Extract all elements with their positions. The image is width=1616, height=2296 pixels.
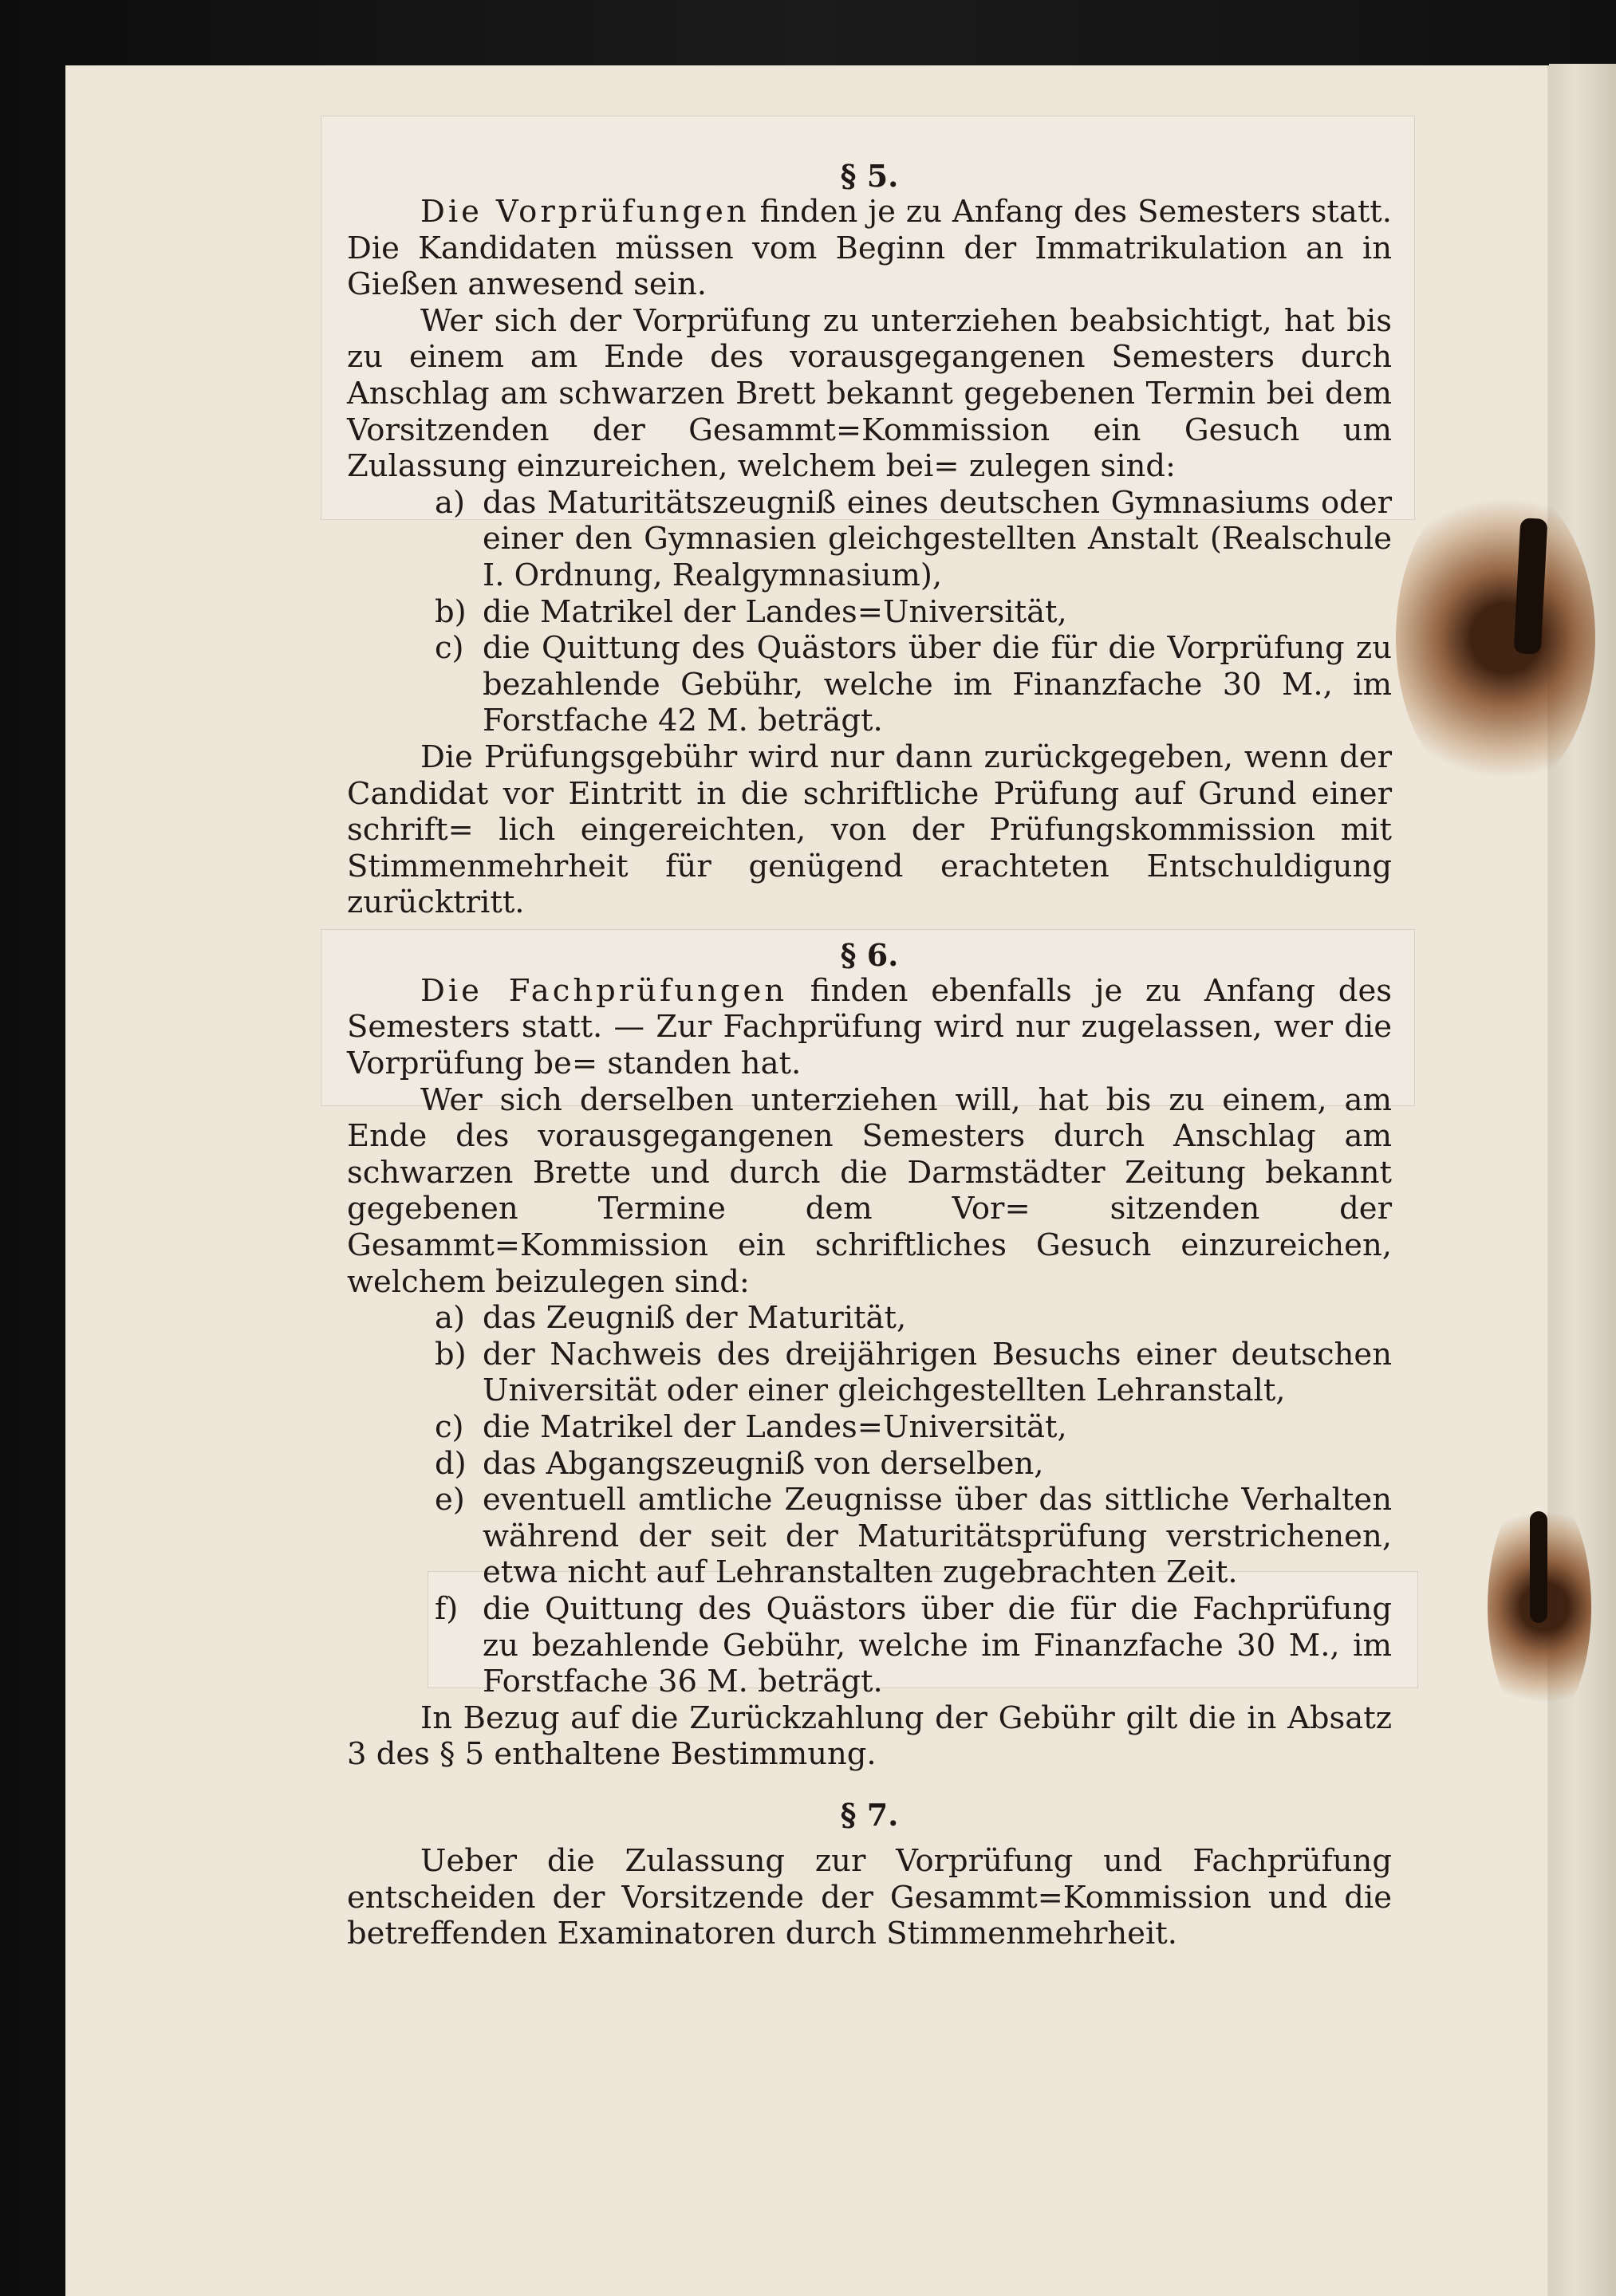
- list-item: [435, 594, 1392, 631]
- list-item-text: die Quittung des Quästors über die für die Fachprüfung zu bezahlende Gebühr, welche im Finanzfache 30 M., im Forstfache 36 M. beträgt.: [483, 1590, 1392, 1700]
- section-5-paragraph-2: Wer sich der Vorprüfung zu unterziehen beabsichtigt, hat bis zu einem am Ende des vorausgegangenen Semesters durch Anschlag am schwarzen Brett bekannt gegebenen Termin bei dem Vorsitzenden der Gesammt=Kommission ein Gesuch um Zulassung einzureichen, welchem bei= zulegen sind:: [347, 302, 1392, 485]
- section-6-paragraph-1: [347, 973, 1392, 1082]
- section-6-paragraph-1-rest: finden ebenfalls je zu Anfang des Semesters statt. — Zur Fachprüfung wird nur zugelassen, wer die Vorprüfung be= standen hat.: [347, 972, 1392, 1082]
- list-item-text: eventuell amtliche Zeugnisse über das sittliche Verhalten während der seit der Maturitätsprüfung verstrichenen, etwa nicht auf Lehranstalten zugebrachten Zeit.: [483, 1482, 1392, 1591]
- burn-hole-lower: [1530, 1511, 1547, 1623]
- list-item: [435, 630, 1392, 739]
- section-5-list: [347, 485, 1392, 739]
- section-6-paragraph-2: Wer sich derselben unterziehen will, hat bis zu einem, am Ende des vorausgegangenen Semesters durch Anschlag am schwarzen Brette und durch die Darmstädter Zeitung bekannt gegebenen Termine dem Vor= sitzenden der Gesammt=Kommission ein schriftliches Gesuch einzureichen, welchem beizulegen sind:: [347, 1081, 1392, 1300]
- list-item: [435, 1409, 1392, 1446]
- list-item: [435, 1337, 1392, 1409]
- list-item: [435, 1300, 1392, 1337]
- section-5-paragraph-1-rest: finden je zu Anfang des Semesters statt. Die Kandidaten müssen vom Beginn der Immatrikulation an in Gießen anwesend sein.: [347, 194, 1392, 303]
- burn-stain-upper: [1396, 478, 1595, 797]
- section-6-list: [347, 1300, 1392, 1700]
- list-item-label: d): [435, 1445, 467, 1482]
- list-item-text: die Matrikel der Landes=Universität,: [483, 593, 1067, 630]
- list-item-label: c): [435, 630, 464, 667]
- list-item-label: c): [435, 1409, 464, 1445]
- list-item-label: e): [435, 1482, 465, 1518]
- list-item-label: a): [435, 1300, 465, 1337]
- list-item-label: b): [435, 593, 467, 630]
- section-5-lead-word: Die Vorprüfungen: [420, 194, 750, 230]
- section-6-lead-word: Die Fachprüfungen: [420, 972, 788, 1009]
- list-item-label: b): [435, 1336, 467, 1372]
- list-item: [435, 1591, 1392, 1700]
- list-item-text: das Abgangszeugniß von derselben,: [483, 1445, 1044, 1482]
- section-6-title: § 6.: [840, 936, 899, 973]
- section-5-paragraph-3: Die Prüfungsgebühr wird nur dann zurückgegeben, wenn der Candidat vor Eintritt in die schriftliche Prüfung auf Grund einer schrift= lich eingereichten, von der Prüfungskommission mit Stimmenmehrheit für genügend erachteten Entschuldigung zurücktritt.: [347, 738, 1392, 921]
- list-item-text: die Quittung des Quästors über die für die Vorprüfung zu bezahlende Gebühr, welche im Finanzfache 30 M., im Forstfache 42 M. beträgt.: [483, 630, 1392, 739]
- list-item-text: die Matrikel der Landes=Universität,: [483, 1409, 1067, 1445]
- list-item: [435, 485, 1392, 594]
- document-text: [347, 158, 1392, 1952]
- adjacent-page-edge: [1549, 64, 1616, 2296]
- list-item-text: das Maturitätszeugniß eines deutschen Gymnasiums oder einer den Gymnasien gleichgestellten Anstalt (Realschule I. Ordnung, Realgymnasium),: [483, 484, 1392, 593]
- section-5-paragraph-1: [347, 194, 1392, 303]
- list-item-label: a): [435, 484, 465, 521]
- list-item-label: f): [435, 1590, 459, 1627]
- list-item-text: der Nachweis des dreijährigen Besuchs einer deutschen Universität oder einer gleichgestellten Lehranstalt,: [483, 1336, 1392, 1409]
- section-7-title: § 7.: [840, 1796, 899, 1833]
- section-7-paragraph-1: Ueber die Zulassung zur Vorprüfung und Fachprüfung entscheiden der Vorsitzende der Gesammt=Kommission und die betreffenden Examinatoren durch Stimmenmehrheit.: [347, 1842, 1392, 1952]
- section-5-title: § 5.: [840, 158, 899, 194]
- list-item-text: das Zeugniß der Maturität,: [483, 1300, 907, 1337]
- section-6-paragraph-3: In Bezug auf die Zurückzahlung der Gebühr gilt die in Absatz 3 des § 5 enthaltene Bestimmung.: [347, 1699, 1392, 1773]
- list-item: [435, 1446, 1392, 1483]
- list-item: [435, 1482, 1392, 1591]
